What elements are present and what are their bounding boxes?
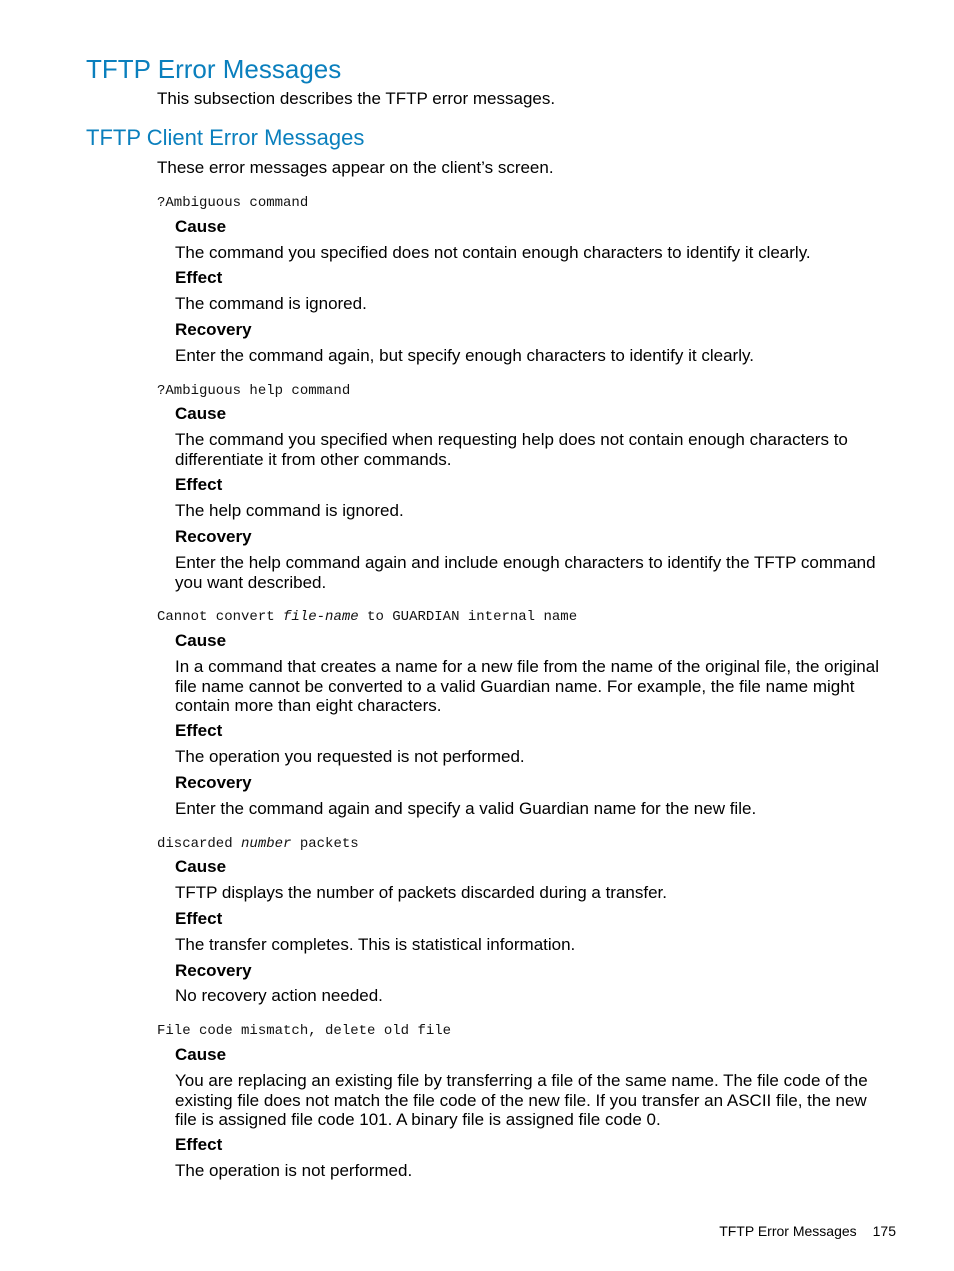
error-message-code: File code mismatch, delete old file bbox=[157, 1023, 452, 1039]
variable-placeholder: file-name bbox=[283, 609, 359, 625]
effect-label: Effect bbox=[175, 268, 223, 287]
variable-placeholder: number bbox=[241, 836, 292, 852]
error-message-code: ?Ambiguous help command bbox=[157, 383, 351, 399]
page-number: 175 bbox=[872, 1223, 896, 1239]
effect-text: The operation you requested is not performed. bbox=[175, 747, 525, 766]
recovery-label: Recovery bbox=[175, 961, 252, 980]
recovery-text: Enter the command again, but specify enough characters to identify it clearly. bbox=[175, 346, 754, 365]
error-message-code: Cannot convert file-name to GUARDIAN internal name bbox=[157, 609, 578, 625]
recovery-text: Enter the help command again and include enough characters to identify the TFTP command you want described. bbox=[175, 553, 876, 592]
effect-text: The transfer completes. This is statistical information. bbox=[175, 935, 576, 954]
subsection-title: TFTP Client Error Messages bbox=[86, 125, 365, 150]
recovery-text: No recovery action needed. bbox=[175, 986, 383, 1005]
cause-label: Cause bbox=[175, 1045, 227, 1064]
recovery-label: Recovery bbox=[175, 773, 252, 792]
cause-label: Cause bbox=[175, 857, 227, 876]
effect-label: Effect bbox=[175, 1135, 223, 1154]
subsection-intro: These error messages appear on the client’s screen. bbox=[157, 158, 554, 177]
effect-text: The command is ignored. bbox=[175, 294, 367, 313]
effect-label: Effect bbox=[175, 909, 223, 928]
page-footer bbox=[719, 1222, 896, 1240]
footer-section-title: TFTP Error Messages bbox=[719, 1223, 857, 1239]
recovery-text: Enter the command again and specify a valid Guardian name for the new file. bbox=[175, 799, 757, 818]
section-intro: This subsection describes the TFTP error messages. bbox=[157, 89, 556, 108]
cause-label: Cause bbox=[175, 404, 227, 423]
page-title: TFTP Error Messages bbox=[86, 54, 342, 84]
effect-text: The help command is ignored. bbox=[175, 501, 404, 520]
cause-text: In a command that creates a name for a new file from the name of the original file, the original file name cannot be converted to a valid Guardian name. For example, the file name might contain more than eight characters. bbox=[175, 657, 879, 715]
cause-text: The command you specified when requesting help does not contain enough characters to differentiate it from other commands. bbox=[175, 430, 848, 469]
cause-text: TFTP displays the number of packets discarded during a transfer. bbox=[175, 883, 667, 902]
effect-text: The operation is not performed. bbox=[175, 1161, 413, 1180]
effect-label: Effect bbox=[175, 721, 223, 740]
recovery-label: Recovery bbox=[175, 320, 252, 339]
cause-text: The command you specified does not contain enough characters to identify it clearly. bbox=[175, 243, 811, 262]
effect-label: Effect bbox=[175, 475, 223, 494]
error-message-code: ?Ambiguous command bbox=[157, 195, 309, 211]
cause-text: You are replacing an existing file by transferring a file of the same name. The file code of the existing file does not match the file code of the new file. If you transfer an ASCII file, the new file is assigned file code 101. A binary file is assigned file code 0. bbox=[175, 1071, 868, 1129]
cause-label: Cause bbox=[175, 217, 227, 236]
recovery-label: Recovery bbox=[175, 527, 252, 546]
cause-label: Cause bbox=[175, 631, 227, 650]
error-message-code: discarded number packets bbox=[157, 836, 359, 852]
